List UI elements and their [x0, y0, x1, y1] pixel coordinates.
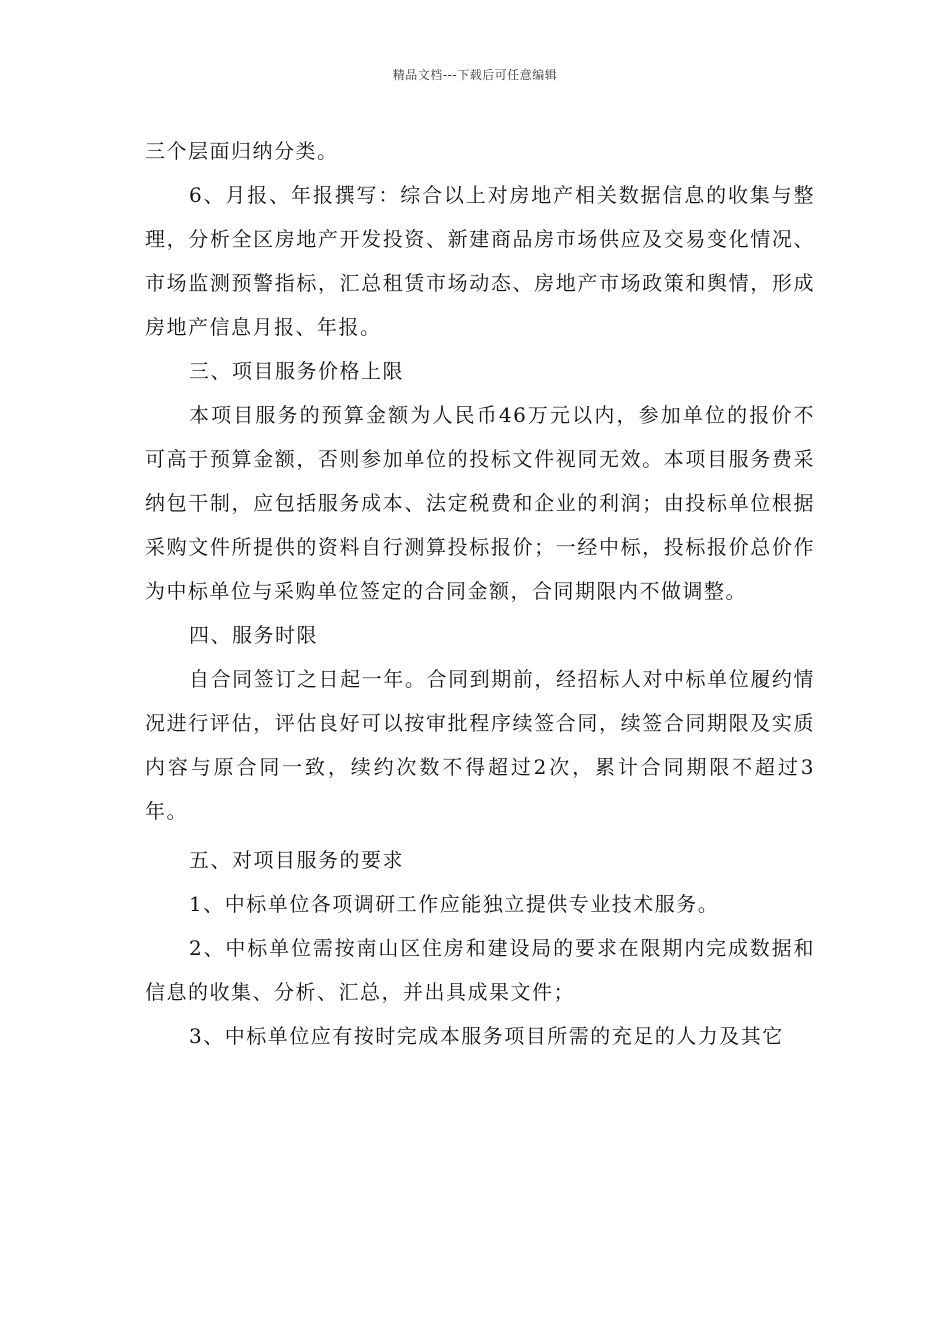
- section-heading-service-period: 四、服务时限: [189, 623, 318, 647]
- paragraph-continuation: 三个层面归纳分类。: [145, 139, 339, 163]
- paragraph-requirement-2: 2、中标单位需按南山区住房和建设局的要求在限期内完成数据和信息的收集、分析、汇总，并出具成果文件；: [145, 936, 815, 1004]
- paragraph-item-6: 6、月报、年报撰写：综合以上对房地产相关数据信息的收集与整理，分析全区房地产开发投资、新建商品房市场供应及交易变化情况、市场监测预警指标，汇总租赁市场动态、房地产市场政策和舆情，形成房地产信息月报、年报。: [145, 183, 815, 339]
- paragraph-price: 本项目服务的预算金额为人民币46万元以内，参加单位的报价不可高于预算金额，否则参加单位的投标文件视同无效。本项目服务费采纳包干制，应包括服务成本、法定税费和企业的利润；由投标单位根据采购文件所提供的资料自行测算投标报价；一经中标，投标报价总价作为中标单位与采购单位签定的合同金额，合同期限内不做调整。: [145, 403, 815, 603]
- paragraph-service-period: 自合同签订之日起一年。合同到期前，经招标人对中标单位履约情况进行评估，评估良好可以按审批程序续签合同，续签合同期限及实质内容与原合同一致，续约次数不得超过2次，累计合同期限不超过3年。: [145, 667, 815, 823]
- page-header: 精品文档---下载后可任意编辑: [392, 68, 558, 82]
- paragraph-requirement-1: 1、中标单位各项调研工作应能独立提供专业技术服务。: [189, 892, 720, 916]
- document-body: [145, 129, 815, 1058]
- paragraph-requirement-3: 3、中标单位应有按时完成本服务项目所需的充足的人力及其它: [189, 1024, 784, 1048]
- section-heading-requirements: 五、对项目服务的要求: [189, 848, 404, 872]
- section-heading-price-limit: 三、项目服务价格上限: [189, 359, 404, 383]
